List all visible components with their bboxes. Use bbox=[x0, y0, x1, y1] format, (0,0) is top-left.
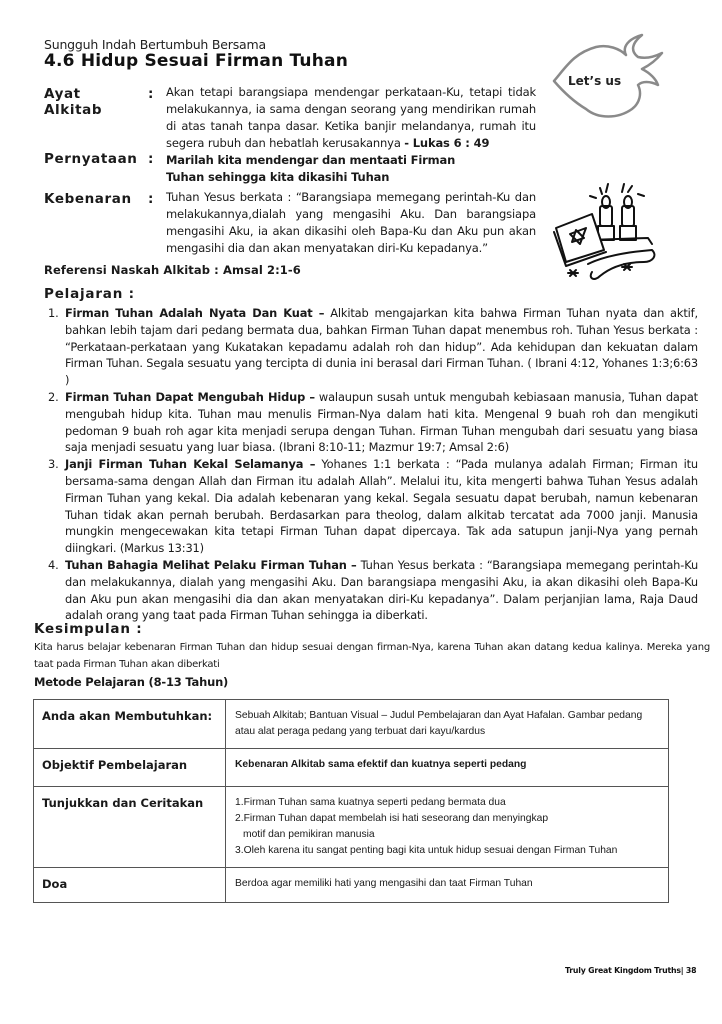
lesson-item-text: Tuhan Yesus berkata : “Barangsiapa memegang perintah-Ku dan melakukannya, dialah yang mengasihi Aku. Dan barangsiapa mengasihi Aku, ia akan dikasihi oleh Bapa-Ku dan Aku pun akan mengasihi dia dan akan menyatakan diri-Ku kepadanya”. Dalam perjanjian lama, Raja Daud adalah orang yang taat pada Firman Tuhan sehingga ia diberkati. bbox=[65, 557, 699, 623]
info-label: Ayat Alkitab bbox=[44, 86, 103, 118]
lesson-number: 1. bbox=[48, 306, 59, 320]
conclusion-heading: Kesimpulan : bbox=[34, 621, 143, 637]
lesson-item bbox=[48, 456, 698, 557]
row-value: Sebuah Alkitab; Bantuan Visual – Judul Pembelajaran dan Ayat Hafalan. Gambar pedang atau alat peraga pedang yang terbuat dari kayu/kardus bbox=[226, 700, 669, 749]
bible-verse-text bbox=[166, 84, 536, 152]
method-table bbox=[33, 699, 669, 903]
lesson-item bbox=[48, 305, 698, 389]
truth-text: Tuhan Yesus berkata : “Barangsiapa memegang perintah-Ku dan melakukannya,dialah yang mengasihi Aku. Dan barangsiapa mengasihi Aku, ia akan dikasihi oleh Bapa-Ku dan Aku pun akan mengasihi dia dan akan menyatakan diri-Ku kepadanya.” bbox=[166, 190, 536, 255]
page-footer: Truly Great Kingdom Truths| 38 bbox=[565, 966, 697, 975]
row-label: Objektif Pembelajaran bbox=[34, 749, 226, 787]
row-steps bbox=[226, 787, 669, 868]
info-label: Kebenaran bbox=[44, 191, 132, 207]
row-value: Kebenaran Alkitab sama efektif dan kuatnya seperti pedang bbox=[226, 749, 669, 787]
info-colon: : bbox=[148, 86, 154, 102]
info-colon: : bbox=[148, 151, 154, 167]
conclusion-text: Kita harus belajar kebenaran Firman Tuhan dan hidup sesuai dengan firman-Nya, karena Tuhan akan datang kedua kalinya. Mereka yang taat pada Firman Tuhan akan diberkati bbox=[34, 642, 710, 670]
lesson-title: 4.6 Hidup Sesuai Firman Tuhan bbox=[44, 51, 348, 71]
row-label: Doa bbox=[34, 868, 226, 903]
lesson-item-title: Janji Firman Tuhan Kekal Selamanya – bbox=[65, 457, 316, 472]
scripture-reference: Referensi Naskah Alkitab : Amsal 2:1-6 bbox=[44, 263, 301, 277]
table-row bbox=[34, 749, 669, 787]
bible-candles-illustration bbox=[548, 180, 683, 285]
lesson-number: 4. bbox=[48, 557, 59, 572]
lesson-item-text: walaupun susah untuk mengubah kebiasaan manusia, Tuhan dapat mengubah hidup kita. Tuhan mau menulis Firman-Nya dalam hati kita. Mengenal 9 buah roh dan mengikuti pedoman 9 buah roh agar kita menjadi serupa dengan Tuhan. Firman Tuhan mengubah dari sesuatu yang biasa saja menjadi sesuatu yang luar biasa. (Ibrani 8:10-11; Mazmur 19:7; Amsal 2:6) bbox=[65, 389, 698, 455]
lesson-item-text: Alkitab mengajarkan kita bahwa Firman Tuhan nyata dan aktif, bahkan lebih tajam dari pedang bermata dua, bahkan Firman Tuhan dapat menembus roh. Tuhan Yesus berkata : “Perkataan-perkataan yang Kukatakan kepadamu adalah roh dan hidup”. Ada kehidupan dan kekuatan dalam Firman Tuhan. Segala sesuatu yang tercipta di dunia ini berasal dari Firman Tuhan. ( Ibrani 4:12, Yohanes 1:3;6:63 ) bbox=[65, 306, 698, 388]
lesson-item-title: Firman Tuhan Dapat Mengubah Hidup – bbox=[65, 389, 315, 404]
row-label: Tunjukkan dan Ceritakan bbox=[34, 787, 226, 868]
info-colon: : bbox=[148, 191, 154, 207]
step-item: motif dan pemikiran manusia bbox=[243, 829, 375, 840]
lessons-heading: Pelajaran : bbox=[44, 286, 135, 302]
table-row bbox=[34, 868, 669, 903]
statement-text: Marilah kita mendengar dan mentaati Firman Tuhan sehingga kita dikasihi Tuhan bbox=[166, 153, 456, 184]
row-label: Anda akan Membutuhkan: bbox=[34, 700, 226, 749]
step-item: 1.Firman Tuhan sama kuatnya seperti pedang bermata dua bbox=[235, 797, 506, 808]
lessons-list bbox=[48, 305, 698, 624]
lesson-item-title: Firman Tuhan Adalah Nyata Dan Kuat – bbox=[65, 306, 325, 320]
row-value: Berdoa agar memiliki hati yang mengasihi dan taat Firman Tuhan bbox=[226, 868, 669, 903]
verse-reference: - Lukas 6 : 49 bbox=[404, 136, 490, 150]
verse-body: Akan tetapi barangsiapa mendengar perkataan-Ku, tetapi tidak melakukannya, ia sama dengan seorang yang mendirikan rumah di atas tanah tanpa dasar. Ketika banjir melandanya, rumah itu segera rubuh dan hebatlah kerusakannya bbox=[166, 85, 536, 150]
lesson-item-text: Yohanes 1:1 berkata : “Pada mulanya adalah Firman; Firman itu bersama-sama dengan Allah dan Firman itu adalah Allah”. Melalui itu, kita mengerti bahwa Tuhan Yesus adalah Firman Tuhan yang kekal. Dia adalah kebenaran yang kekal. Segala sesuatu dapat berubah, namun kebenaran Tuhan tidak akan pernah berubah. Berdasarkan para theolog, dalam alkitab tercatat ada 7000 janji. Manusia mungkin mengecewakan kita tetapi Firman Tuhan dapat dipercaya. Tak ada satupun janji-Nya yang pernah diingkari. (Markus 13:31) bbox=[65, 457, 698, 556]
dove-label: Let’s us bbox=[568, 74, 622, 88]
lesson-item bbox=[48, 389, 698, 456]
info-label: Pernyataan bbox=[44, 151, 138, 167]
lesson-number: 2. bbox=[48, 389, 59, 404]
method-heading: Metode Pelajaran (8-13 Tahun) bbox=[34, 675, 229, 689]
table-row bbox=[34, 787, 669, 868]
lesson-number: 3. bbox=[48, 457, 59, 472]
lesson-item bbox=[48, 557, 698, 624]
table-row bbox=[34, 700, 669, 749]
step-item: 2.Firman Tuhan dapat membelah isi hati seseorang dan menyingkap bbox=[235, 813, 549, 824]
series-title: Sungguh Indah Bertumbuh Bersama bbox=[44, 37, 266, 52]
lesson-item-title: Tuhan Bahagia Melihat Pelaku Firman Tuhan – bbox=[65, 557, 357, 572]
step-item: 3.Oleh karena itu sangat penting bagi kita untuk hidup sesuai dengan Firman Tuhan bbox=[235, 845, 618, 856]
